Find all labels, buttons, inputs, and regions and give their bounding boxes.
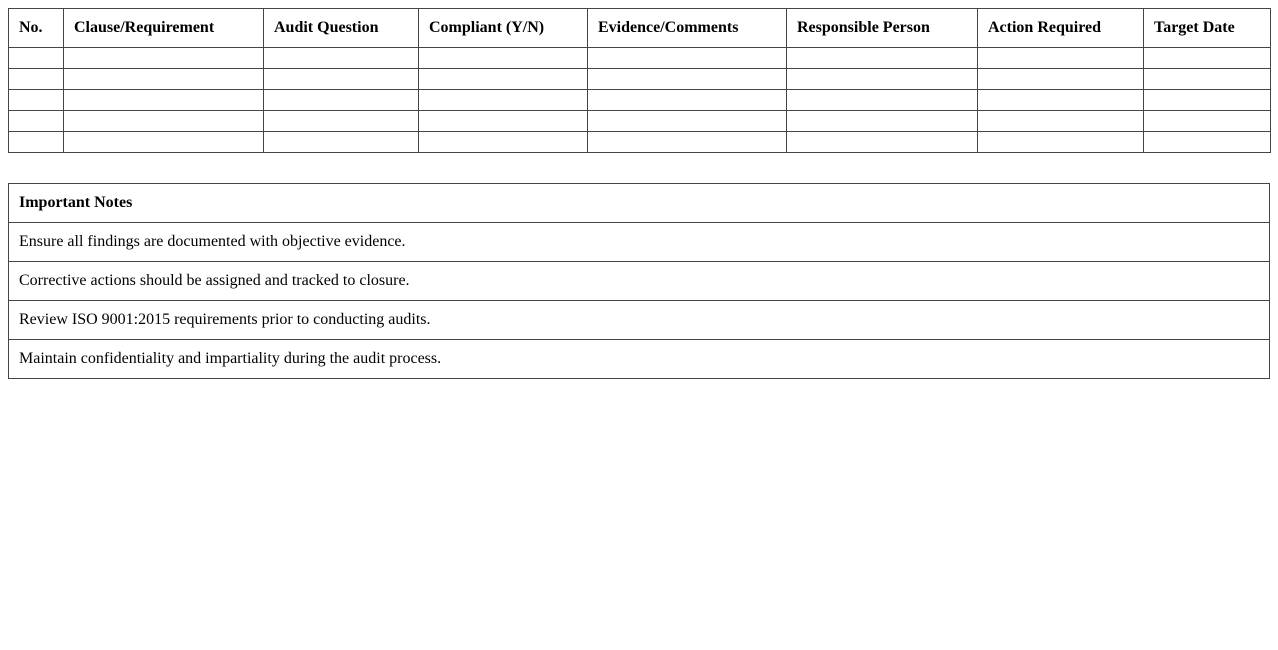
table-cell[interactable]: [787, 48, 978, 69]
header-evidence-comments: Evidence/Comments: [588, 9, 787, 48]
table-cell[interactable]: [588, 69, 787, 90]
table-cell[interactable]: [787, 69, 978, 90]
table-row: [9, 111, 1271, 132]
table-cell[interactable]: [1144, 48, 1271, 69]
table-cell[interactable]: [64, 132, 264, 153]
table-cell[interactable]: [1144, 90, 1271, 111]
table-cell[interactable]: [978, 69, 1144, 90]
table-cell[interactable]: [264, 111, 419, 132]
table-cell[interactable]: [64, 69, 264, 90]
table-row: [9, 48, 1271, 69]
table-cell[interactable]: [264, 90, 419, 111]
note-item: Maintain confidentiality and impartiality during the audit process.: [9, 340, 1270, 379]
table-cell[interactable]: [9, 90, 64, 111]
table-cell[interactable]: [787, 90, 978, 111]
table-cell[interactable]: [1144, 69, 1271, 90]
table-cell[interactable]: [419, 48, 588, 69]
note-item: Ensure all findings are documented with objective evidence.: [9, 223, 1270, 262]
table-cell[interactable]: [419, 69, 588, 90]
table-cell[interactable]: [588, 111, 787, 132]
table-cell[interactable]: [64, 48, 264, 69]
table-cell[interactable]: [1144, 111, 1271, 132]
table-cell[interactable]: [978, 132, 1144, 153]
table-row: [9, 90, 1271, 111]
table-cell[interactable]: [419, 111, 588, 132]
table-cell[interactable]: [588, 48, 787, 69]
audit-checklist-table: [8, 8, 1271, 153]
table-cell[interactable]: [419, 132, 588, 153]
table-cell[interactable]: [9, 69, 64, 90]
table-cell[interactable]: [64, 111, 264, 132]
header-compliant: Compliant (Y/N): [419, 9, 588, 48]
table-cell[interactable]: [978, 90, 1144, 111]
table-cell[interactable]: [1144, 132, 1271, 153]
table-cell[interactable]: [588, 132, 787, 153]
table-cell[interactable]: [588, 90, 787, 111]
table-cell[interactable]: [787, 132, 978, 153]
header-clause-requirement: Clause/Requirement: [64, 9, 264, 48]
table-cell[interactable]: [9, 48, 64, 69]
table-cell[interactable]: [787, 111, 978, 132]
table-cell[interactable]: [978, 111, 1144, 132]
table-cell[interactable]: [978, 48, 1144, 69]
header-audit-question: Audit Question: [264, 9, 419, 48]
header-no: No.: [9, 9, 64, 48]
notes-header-row: [9, 184, 1270, 223]
document-page: [8, 8, 1270, 379]
table-cell[interactable]: [264, 48, 419, 69]
important-notes-table: [8, 183, 1270, 379]
table-cell[interactable]: [419, 90, 588, 111]
table-cell[interactable]: [264, 69, 419, 90]
table-header-row: [9, 9, 1271, 48]
note-row: [9, 223, 1270, 262]
note-row: [9, 301, 1270, 340]
table-cell[interactable]: [9, 111, 64, 132]
notes-title: Important Notes: [9, 184, 1270, 223]
header-responsible-person: Responsible Person: [787, 9, 978, 48]
note-row: [9, 340, 1270, 379]
table-row: [9, 132, 1271, 153]
note-item: Review ISO 9001:2015 requirements prior to conducting audits.: [9, 301, 1270, 340]
header-action-required: Action Required: [978, 9, 1144, 48]
note-row: [9, 262, 1270, 301]
table-cell[interactable]: [264, 132, 419, 153]
header-target-date: Target Date: [1144, 9, 1271, 48]
note-item: Corrective actions should be assigned and tracked to closure.: [9, 262, 1270, 301]
table-cell[interactable]: [9, 132, 64, 153]
table-row: [9, 69, 1271, 90]
table-cell[interactable]: [64, 90, 264, 111]
